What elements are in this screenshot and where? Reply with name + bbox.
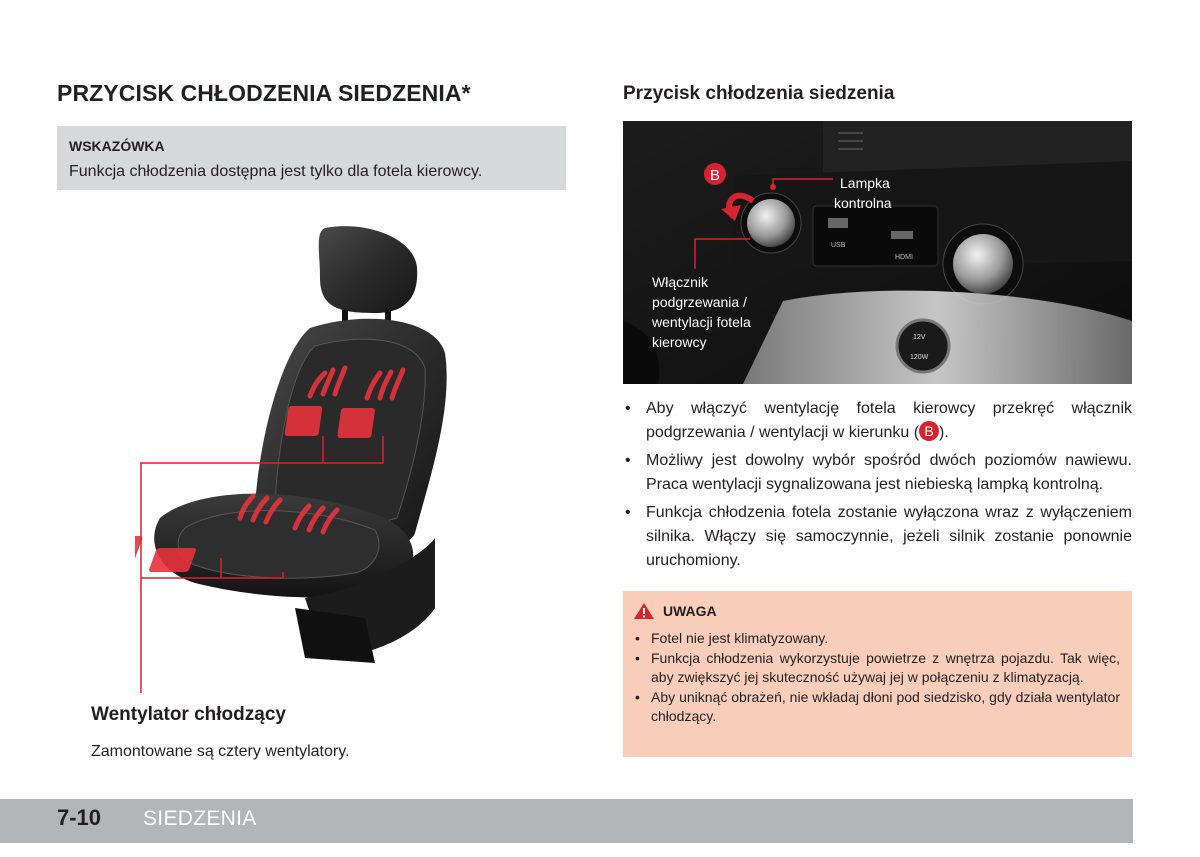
usb-label: USB bbox=[831, 242, 846, 249]
list-item: • Fotel nie jest klimatyzowany. bbox=[633, 629, 1120, 648]
warning-box bbox=[623, 591, 1132, 757]
switch-label-line4: kierowcy bbox=[652, 334, 707, 350]
seat-illustration bbox=[135, 218, 455, 698]
hdmi-label: HDMI bbox=[895, 254, 913, 261]
instruction-list bbox=[623, 397, 1132, 577]
socket-label-120w: 120W bbox=[910, 354, 929, 361]
badge-b: B bbox=[710, 167, 721, 184]
warning-header bbox=[633, 602, 1120, 620]
fan-subtitle: Wentylator chłodzący bbox=[91, 704, 286, 725]
bullet-1-end: ). bbox=[939, 424, 949, 441]
console-photo bbox=[623, 121, 1132, 384]
badge-b-inline: B bbox=[919, 421, 939, 441]
list-item: • Funkcja chłodzenia fotela zostanie wyłączona wraz z wyłączeniem silnika. Włączy się samoczynnie, jeżeli silnik zostanie ponownie uruchomiony. bbox=[623, 501, 1132, 573]
list-item: • Funkcja chłodzenia wykorzystuje powietrze z wnętrza pojazdu. Tak więc, aby zwiększyć jej skuteczność używaj jej w połączeniu z klimatyzacją. bbox=[633, 649, 1120, 687]
footer-section-name: SIEDZENIA bbox=[143, 807, 257, 830]
warning-heading: UWAGA bbox=[663, 603, 717, 619]
note-heading: WSKAZÓWKA bbox=[69, 138, 165, 154]
switch-label-line3: wentylacji fotela bbox=[652, 314, 751, 330]
subsection-title: Przycisk chłodzenia siedzenia bbox=[623, 83, 895, 104]
list-item: • Aby uniknąć obrażeń, nie wkładaj dłoni pod siedzisko, gdy działa wentylator chłodzący. bbox=[633, 688, 1120, 726]
list-item: • Możliwy jest dowolny wybór spośród dwóch poziomów nawiewu. Praca wentylacji sygnalizowana jest niebieską lampką kontrolną. bbox=[623, 449, 1132, 497]
warning-list bbox=[633, 629, 1120, 726]
switch-label-line2: podgrzewania / bbox=[652, 294, 747, 310]
note-text: Funkcja chłodzenia dostępna jest tylko dla fotela kierowcy. bbox=[69, 163, 483, 180]
socket-label-12v: 12V bbox=[913, 334, 926, 341]
section-title: PRZYCISK CHŁODZENIA SIEDZENIA* bbox=[57, 80, 471, 106]
lamp-label-line2: kontrolna bbox=[834, 195, 892, 211]
note-box bbox=[57, 126, 566, 190]
lamp-label-line1: Lampka bbox=[840, 175, 890, 191]
page-number: 7-10 bbox=[57, 805, 102, 830]
list-item bbox=[623, 397, 1132, 445]
fan-description: Zamontowane są cztery wentylatory. bbox=[91, 743, 350, 760]
bullet-1-text: Aby włączyć wentylację fotela kierowcy przekręć włącznik podgrzewania / wentylacji w kierunku ( bbox=[646, 400, 1132, 441]
switch-label-line1: Włącznik bbox=[652, 274, 709, 290]
warning-triangle-icon bbox=[633, 602, 655, 620]
